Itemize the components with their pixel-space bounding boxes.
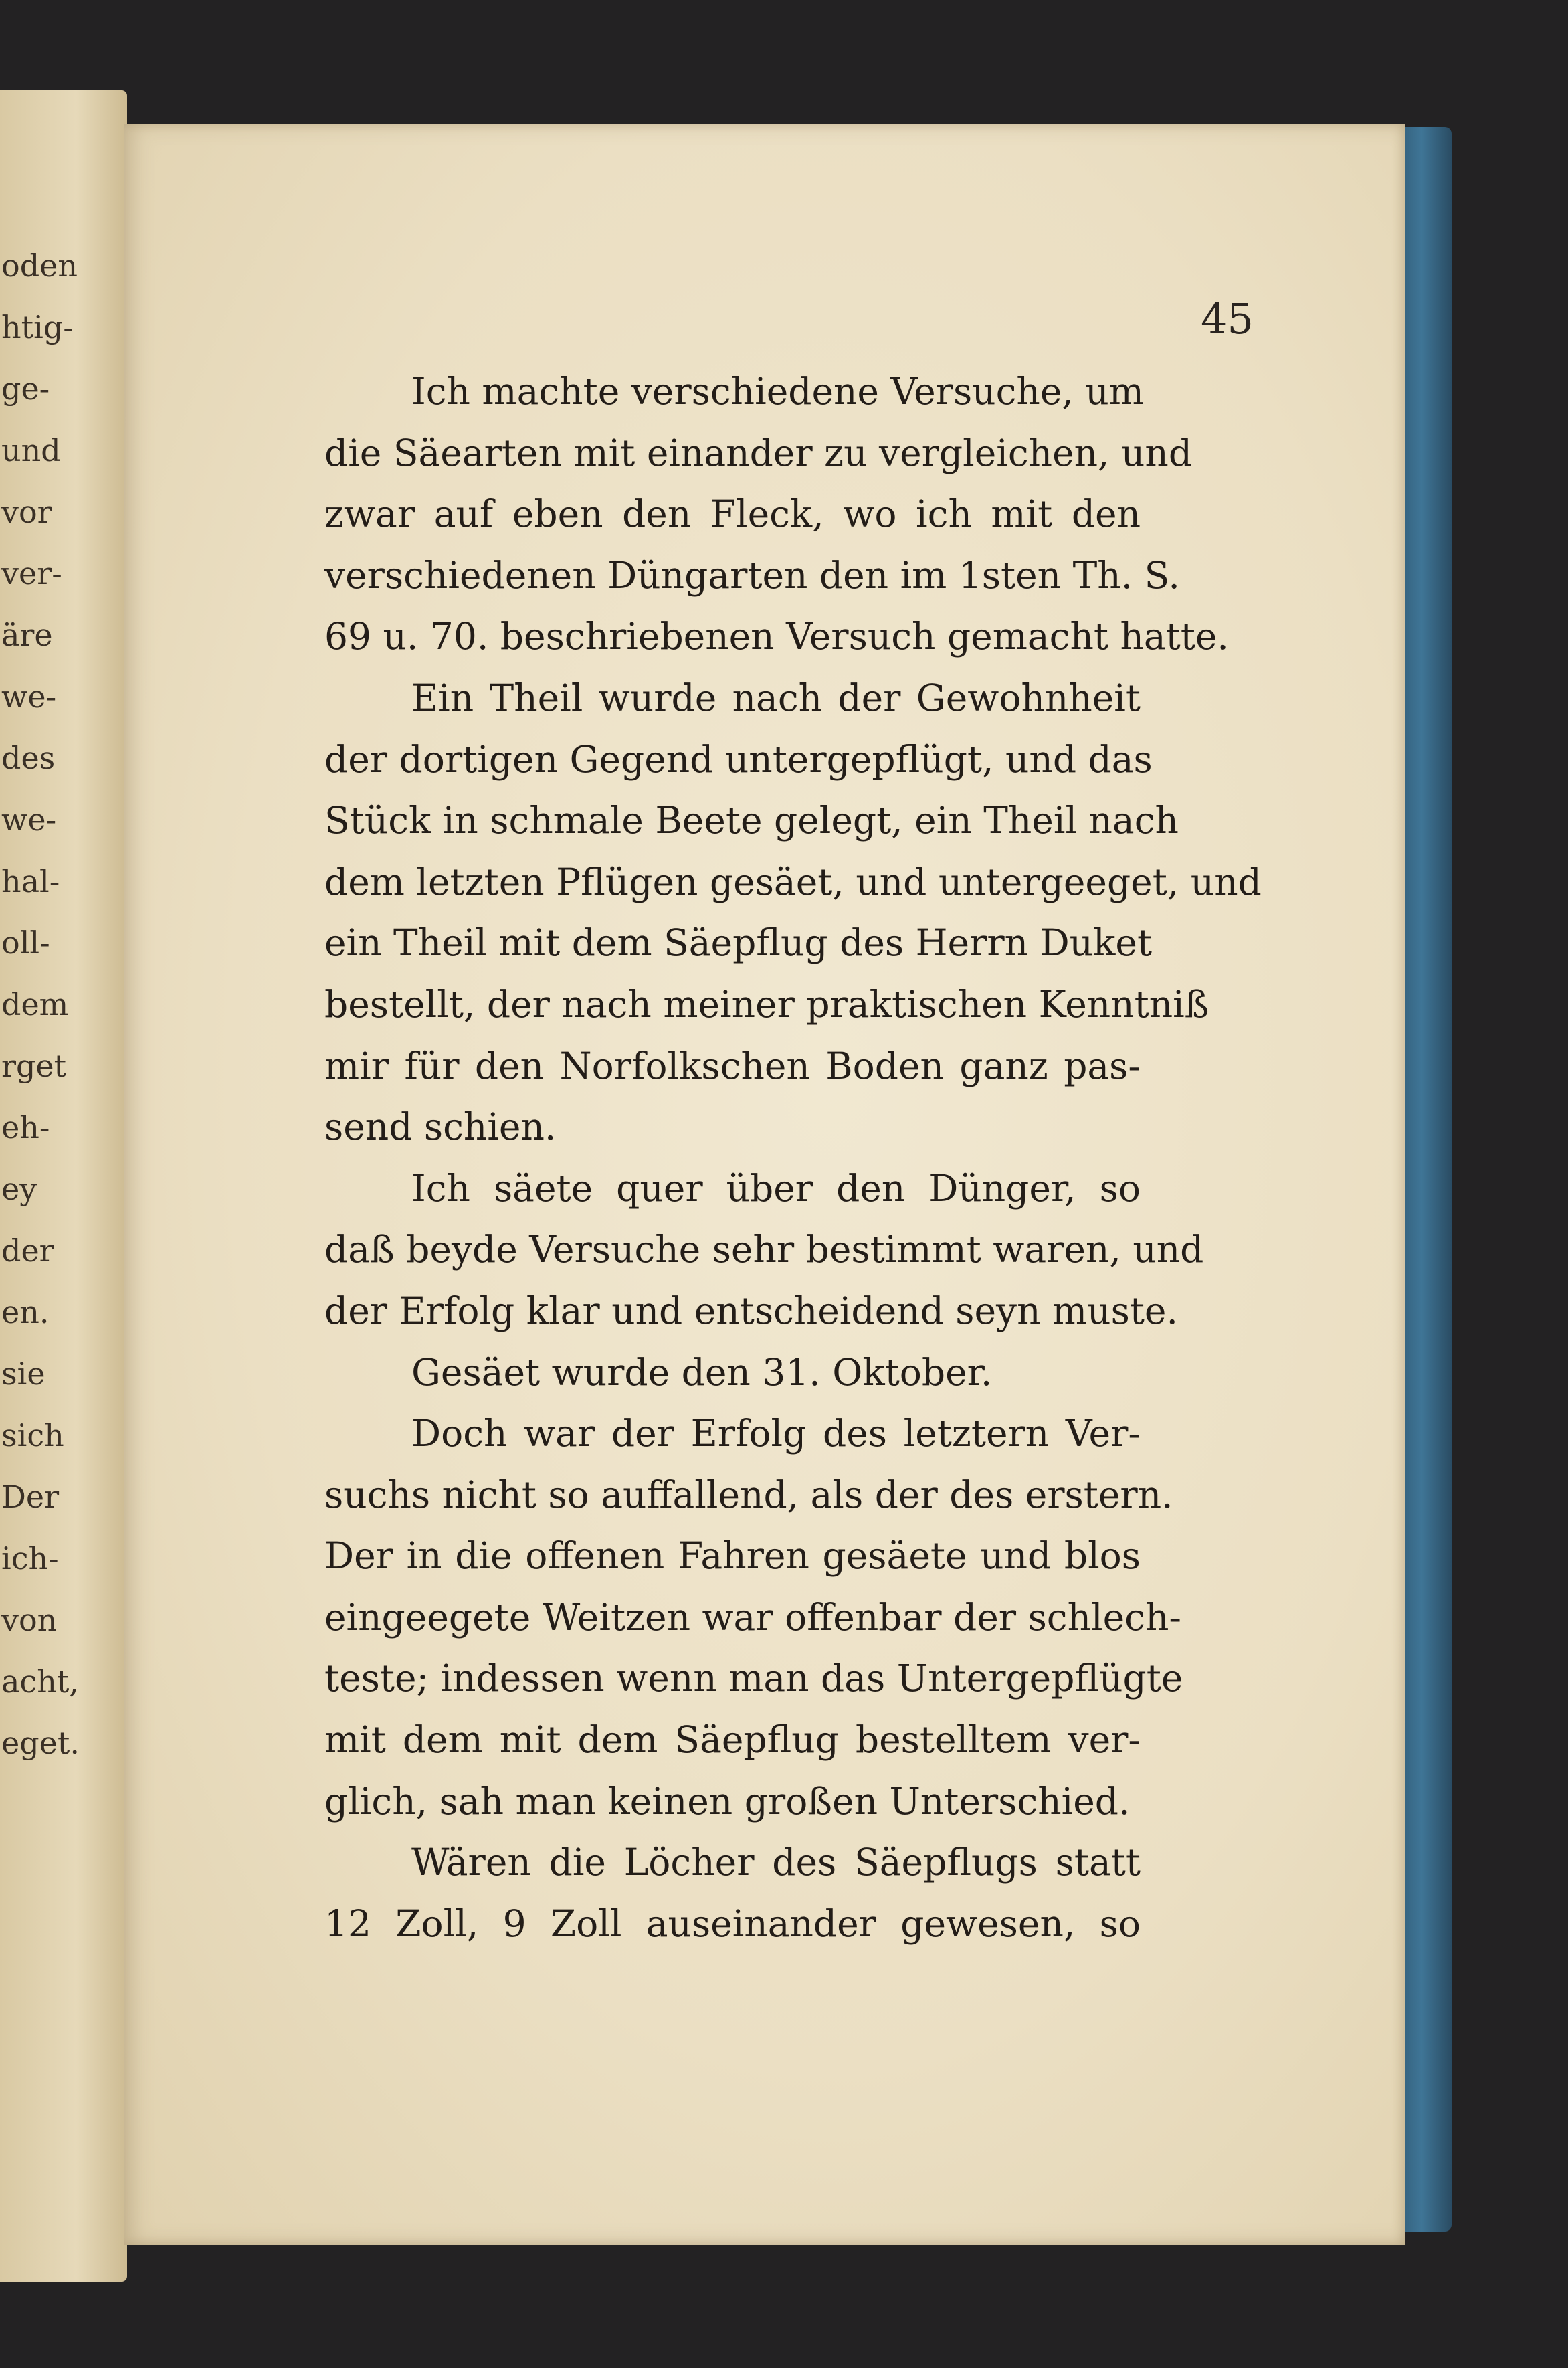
left-page-fragment: oden <box>1 248 78 284</box>
text-line: Gesäet wurde den 31. Oktober. <box>411 1350 993 1394</box>
text-line: mit dem mit dem Säepflug bestelltem ver- <box>324 1718 1141 1762</box>
left-page-fragment: vor <box>1 494 52 530</box>
text-line: mir für den Norfolkschen Boden ganz pas- <box>324 1044 1141 1087</box>
text-line: teste; indessen wenn man das Untergepflügte <box>324 1657 1183 1700</box>
text-line: Ich machte verschiedene Versuche, um <box>411 370 1144 413</box>
left-page-fragment: ver- <box>1 555 62 591</box>
left-page-fragment: oll- <box>1 925 50 961</box>
left-page-fragment: eget. <box>1 1725 80 1761</box>
text-line: Der in die offenen Fahren gesäete und blos <box>324 1534 1141 1578</box>
text-line: zwar auf eben den Fleck, wo ich mit den <box>324 492 1141 536</box>
body-text <box>324 361 1262 1954</box>
left-page-fragment: ich- <box>1 1540 59 1576</box>
text-line: Stück in schmale Beete gelegt, ein Theil nach <box>324 799 1179 842</box>
text-line: bestellt, der nach meiner praktischen Kenntniß <box>324 982 1209 1026</box>
left-page-fragment: htig- <box>1 309 74 345</box>
left-page-fragment: von <box>1 1602 58 1638</box>
left-page-fragment: ge- <box>1 371 50 407</box>
text-line: glich, sah man keinen großen Unterschied. <box>324 1779 1131 1823</box>
text-line: suchs nicht so auffallend, als der des erstern. <box>324 1473 1173 1516</box>
left-page-fragment: en. <box>1 1294 50 1330</box>
text-line: Doch war der Erfolg des letztern Ver- <box>411 1412 1141 1455</box>
text-line: ein Theil mit dem Säepflug des Herrn Duket <box>324 921 1153 965</box>
text-line: Ein Theil wurde nach der Gewohnheit <box>411 676 1141 719</box>
left-page-fragment: des <box>1 740 56 776</box>
left-page-fragment: sich <box>1 1417 64 1453</box>
text-line: Ich säete quer über den Dünger, so <box>411 1166 1141 1210</box>
text-line: Wären die Löcher des Säepflugs statt <box>411 1841 1141 1884</box>
text-line: 12 Zoll, 9 Zoll auseinander gewesen, so <box>324 1902 1141 1945</box>
left-page-fragment: sie <box>1 1356 45 1392</box>
left-page-fragment: äre <box>1 617 53 653</box>
left-page-fragment: der <box>1 1233 54 1269</box>
left-page-fragment: we- <box>1 802 57 838</box>
left-page-fragment: hal- <box>1 863 60 899</box>
text-line: die Säearten mit einander zu vergleichen, und <box>324 431 1193 474</box>
text-line: 69 u. 70. beschriebenen Versuch gemacht hatte. <box>324 615 1229 658</box>
left-page-fragment: acht, <box>1 1663 79 1700</box>
text-line: send schien. <box>324 1105 557 1149</box>
text-line: eingeegete Weitzen war offenbar der schlech- <box>324 1595 1181 1639</box>
left-page-fragment: dem <box>1 986 69 1022</box>
page-number: 45 <box>1201 294 1254 343</box>
text-line: daß beyde Versuche sehr bestimmt waren, und <box>324 1228 1204 1271</box>
left-page-fragment: rget <box>1 1048 67 1084</box>
left-page-fragment: we- <box>1 678 57 715</box>
text-line: verschiedenen Düngarten den im 1sten Th. S. <box>324 553 1180 597</box>
left-page-fragment: und <box>1 432 61 468</box>
left-page-fragment: eh- <box>1 1109 50 1146</box>
text-line: der dortigen Gegend untergepflügt, und das <box>324 737 1153 781</box>
text-line: der Erfolg klar und entscheidend seyn muste. <box>324 1289 1178 1332</box>
left-page-fragment: ey <box>1 1171 37 1207</box>
text-line: dem letzten Pflügen gesäet, und untergeeget, und <box>324 860 1262 903</box>
left-page-edge <box>0 90 127 2282</box>
left-page-fragment: Der <box>1 1479 60 1515</box>
